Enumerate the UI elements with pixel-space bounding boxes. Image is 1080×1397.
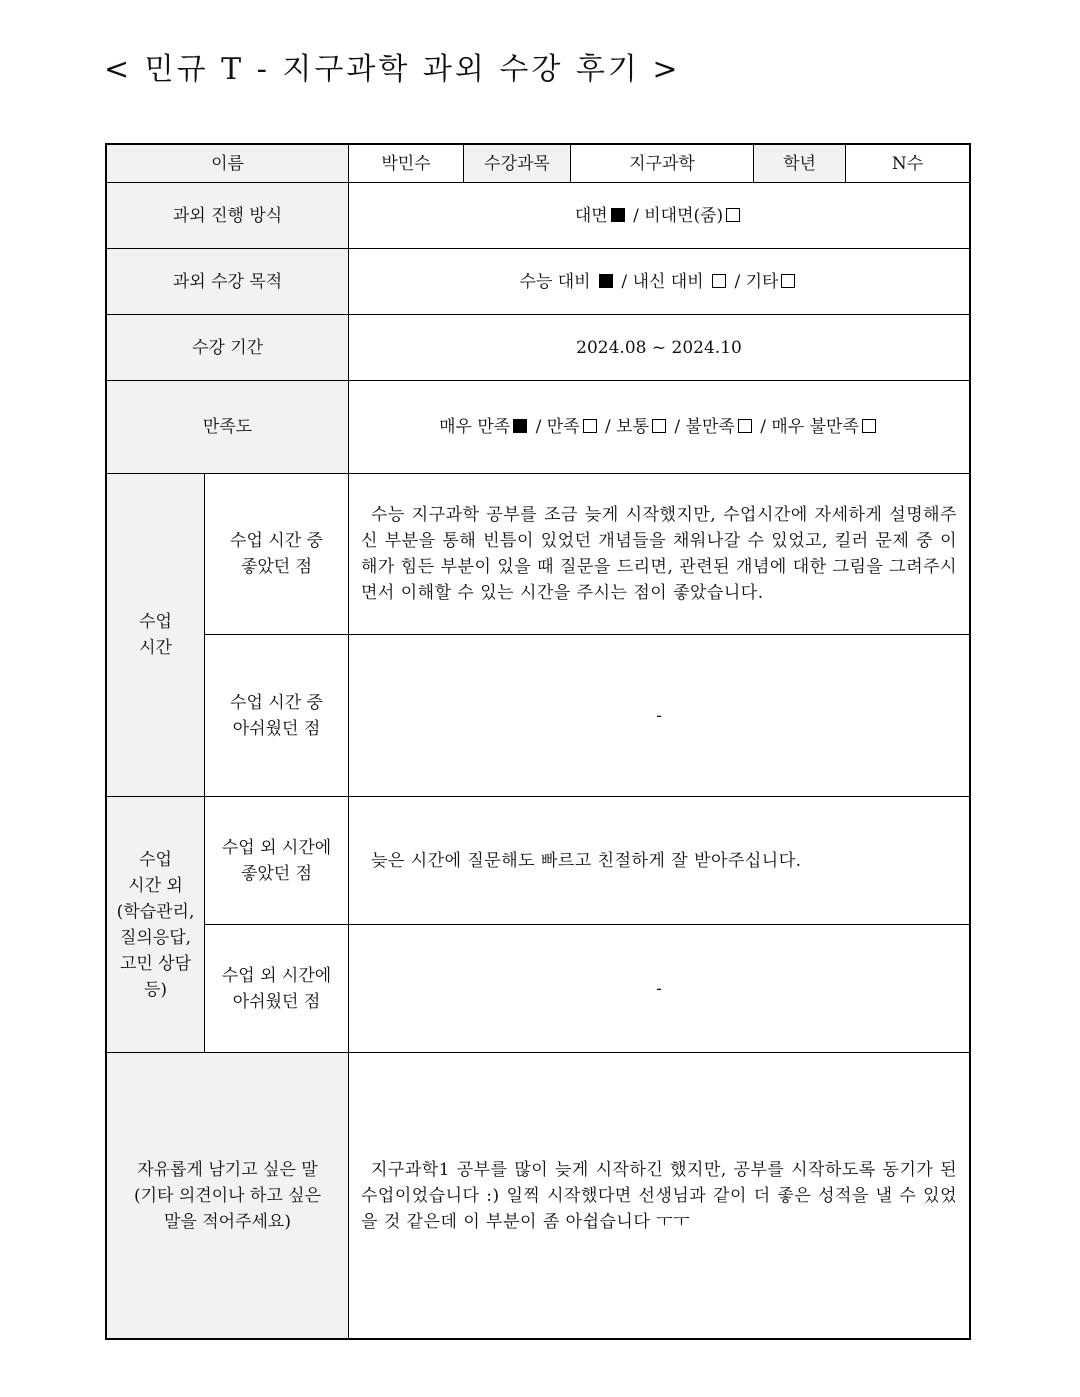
purpose-label: 과외 수강 목적 bbox=[107, 249, 349, 315]
free-comment-label: 자유롭게 남기고 싶은 말 (기타 의견이나 하고 싶은 말을 적어주세요) bbox=[107, 1053, 349, 1338]
subject-value: 지구과학 bbox=[571, 145, 754, 183]
unchecked-box-icon bbox=[583, 419, 597, 433]
satisfaction-label: 만족도 bbox=[107, 381, 349, 474]
subject-label: 수강과목 bbox=[464, 145, 571, 183]
outside-time-good-label: 수업 외 시간에 좋았던 점 bbox=[205, 797, 349, 925]
satisfaction-options: 매우 만족 / 만족 / 보통 / 불만족 / 매우 불만족 bbox=[349, 381, 969, 474]
purpose-option-suneung[interactable]: 수능 대비 bbox=[520, 269, 617, 295]
document-title: < 민규 T - 지구과학 과외 수강 후기 > bbox=[104, 52, 681, 87]
unchecked-box-icon bbox=[738, 419, 752, 433]
purpose-option-other[interactable]: 기타 bbox=[746, 269, 799, 295]
outside-time-bad-text: - bbox=[349, 925, 969, 1053]
free-comment-text: 지구과학1 공부를 많이 늦게 시작하긴 했지만, 공부를 시작하도록 동기가 된 수업이었습니다 :) 일찍 시작했다면 선생님과 같이 더 좋은 성적을 낼 수 있었을 것 같은데 이 부분이 좀 아쉽습니다 ㅜㅜ bbox=[361, 1159, 957, 1232]
period-value: 2024.08 ~ 2024.10 bbox=[349, 315, 969, 381]
method-option-offline[interactable]: 대면 bbox=[575, 203, 628, 229]
name-label: 이름 bbox=[107, 145, 349, 183]
grade-label: 학년 bbox=[754, 145, 846, 183]
class-time-group-label: 수업 시간 bbox=[107, 474, 205, 797]
checked-box-icon bbox=[513, 419, 527, 433]
class-time-bad-text: - bbox=[349, 635, 969, 797]
satisfaction-option-very-satisfied[interactable]: 매우 만족 bbox=[439, 414, 530, 440]
name-value: 박민수 bbox=[349, 145, 464, 183]
purpose-option-naesin[interactable]: 내신 대비 bbox=[633, 269, 730, 295]
outside-time-group-label: 수업 시간 외 (학습관리, 질의응답, 고민 상담 등) bbox=[107, 797, 205, 1053]
unchecked-box-icon bbox=[712, 274, 726, 288]
outside-time-bad-label: 수업 외 시간에 아쉬웠던 점 bbox=[205, 925, 349, 1053]
method-option-online[interactable]: 비대면(줌) bbox=[644, 203, 743, 229]
class-time-good-label: 수업 시간 중 좋았던 점 bbox=[205, 474, 349, 635]
checked-box-icon bbox=[611, 208, 625, 222]
satisfaction-option-very-unsatisfied[interactable]: 매우 불만족 bbox=[771, 414, 879, 440]
satisfaction-option-unsatisfied[interactable]: 불만족 bbox=[686, 414, 755, 440]
review-form bbox=[105, 143, 971, 1340]
unchecked-box-icon bbox=[652, 419, 666, 433]
period-label: 수강 기간 bbox=[107, 315, 349, 381]
class-time-good-text: 수능 지구과학 공부를 조금 늦게 시작했지만, 수업시간에 자세하게 설명해주신 부분을 통해 빈틈이 있었던 개념들을 채워나갈 수 있었고, 킬러 문제 중 이해가 힘든 부분이 있을 때 질문을 드리면, 관련된 개념에 대한 그림을 그려주시면서 이해할 수 있는 시간을 주시는 점이 좋았습니다. bbox=[349, 474, 969, 635]
unchecked-box-icon bbox=[862, 419, 876, 433]
method-options: 대면 / 비대면(줌) bbox=[349, 183, 969, 249]
class-time-bad-label: 수업 시간 중 아쉬웠던 점 bbox=[205, 635, 349, 797]
method-label: 과외 진행 방식 bbox=[107, 183, 349, 249]
satisfaction-option-normal[interactable]: 보통 bbox=[616, 414, 669, 440]
satisfaction-option-satisfied[interactable]: 만족 bbox=[547, 414, 600, 440]
purpose-options: 수능 대비 / 내신 대비 / 기타 bbox=[349, 249, 969, 315]
outside-time-good-text: 늦은 시간에 질문해도 빠르고 친절하게 잘 받아주십니다. bbox=[349, 797, 969, 925]
checked-box-icon bbox=[599, 274, 613, 288]
grade-value: N수 bbox=[846, 145, 969, 183]
unchecked-box-icon bbox=[781, 274, 795, 288]
unchecked-box-icon bbox=[726, 208, 740, 222]
